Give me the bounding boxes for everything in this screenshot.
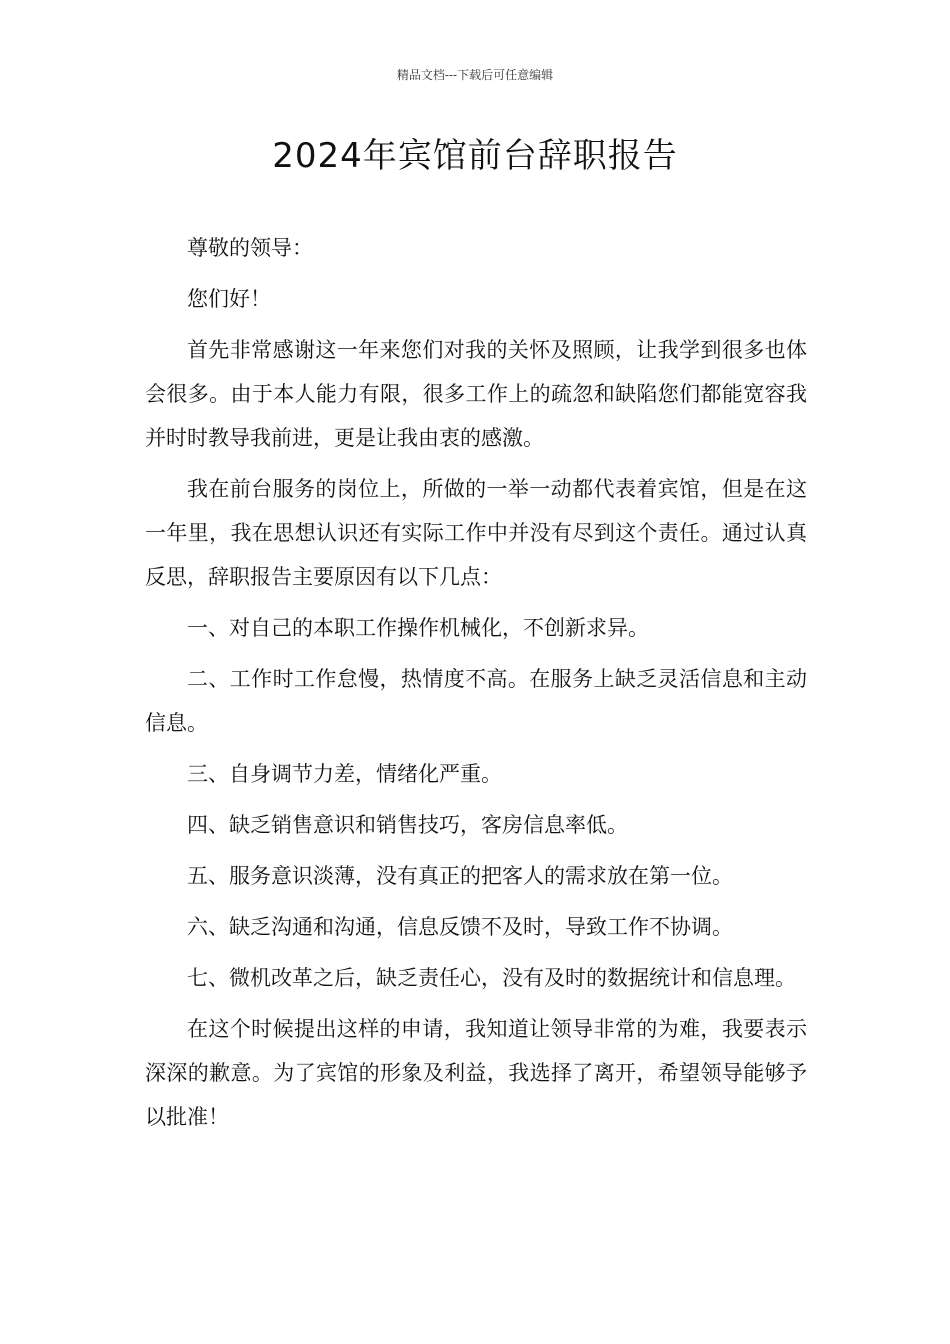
paragraph-closing: 在这个时候提出这样的申请，我知道让领导非常的为难，我要表示深深的歉意。为了宾馆的形象及利益，我选择了离开，希望领导能够予以批准！	[145, 1017, 807, 1129]
reason-item-3: 三、自身调节力差，情绪化严重。	[187, 762, 502, 786]
reason-item-5: 五、服务意识淡薄，没有真正的把客人的需求放在第一位。	[187, 864, 733, 888]
header-note: 精品文档---下载后可任意编辑	[396, 68, 554, 82]
document-body	[145, 226, 807, 1146]
reason-item-2: 二、工作时工作怠慢，热情度不高。在服务上缺乏灵活信息和主动信息。	[145, 667, 807, 735]
reason-item-7: 七、微机改革之后，缺乏责任心，没有及时的数据统计和信息理。	[187, 966, 796, 990]
paragraph-reflection: 我在前台服务的岗位上，所做的一举一动都代表着宾馆，但是在这一年里，我在思想认识还有实际工作中并没有尽到这个责任。通过认真反思，辞职报告主要原因有以下几点：	[145, 477, 807, 589]
reason-item-4: 四、缺乏销售意识和销售技巧，客房信息率低。	[187, 813, 628, 837]
document-title: 2024年宾馆前台辞职报告	[272, 136, 678, 176]
greeting: 您们好！	[187, 287, 271, 311]
salutation: 尊敬的领导：	[187, 236, 313, 260]
reason-item-6: 六、缺乏沟通和沟通，信息反馈不及时，导致工作不协调。	[187, 915, 733, 939]
reason-item-1: 一、对自己的本职工作操作机械化，不创新求异。	[187, 616, 649, 640]
paragraph-thanks: 首先非常感谢这一年来您们对我的关怀及照顾，让我学到很多也体会很多。由于本人能力有限，很多工作上的疏忽和缺陷您们都能宽容我并时时教导我前进，更是让我由衷的感激。	[145, 338, 807, 450]
